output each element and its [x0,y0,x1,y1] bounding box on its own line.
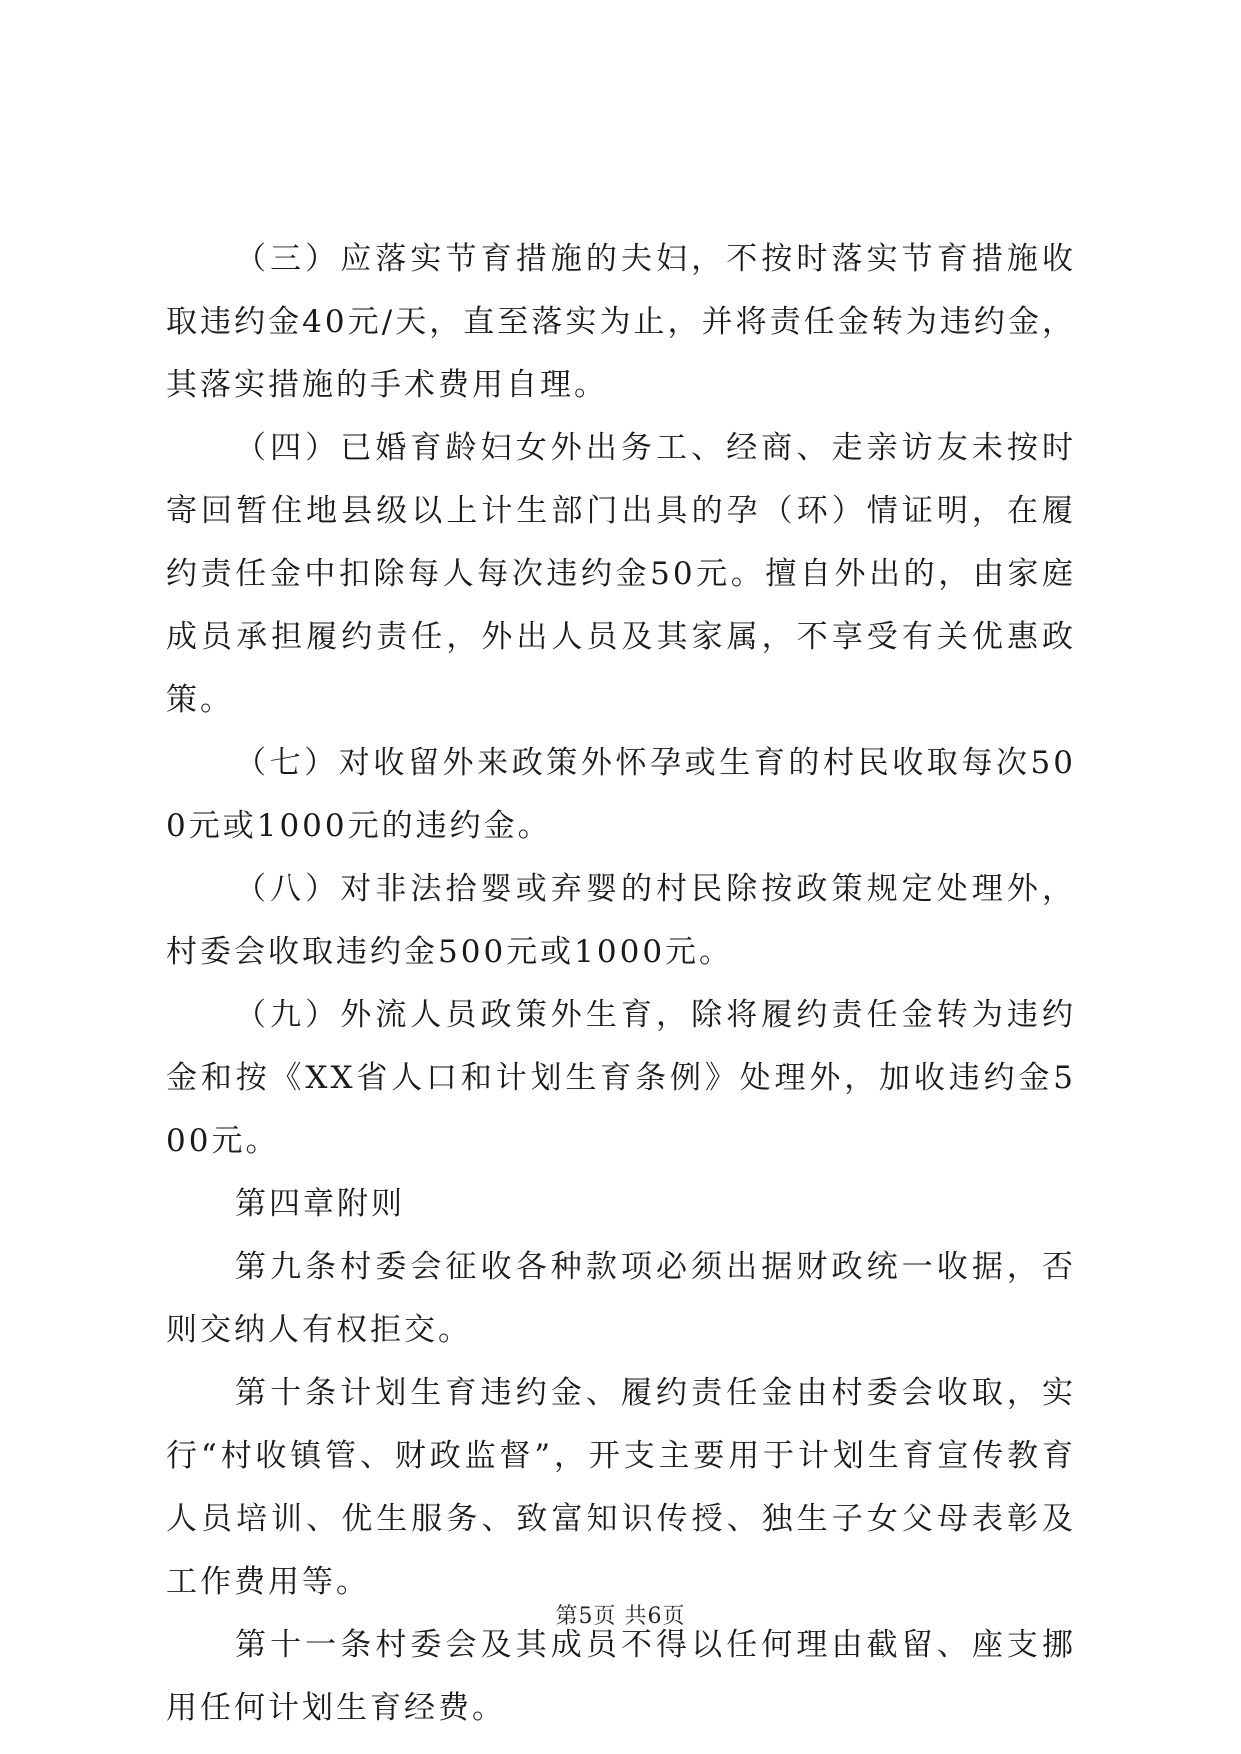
chapter-heading: 第四章附则 [235,1186,405,1222]
paragraph-clause-9: （九）外流人员政策外生育，除将履约责任金转为违约金和按《XX省人口和计划生育条例》处理外，加收违约金500元。 [166,997,1076,1159]
paragraph-clause-3: （三）应落实节育措施的夫妇，不按时落实节育措施收取违约金40元/天，直至落实为止，并将责任金转为违约金，其落实措施的手术费用自理。 [166,241,1076,403]
paragraph-article-9: 第九条村委会征收各种款项必须出据财政统一收据，否则交纳人有权拒交。 [166,1249,1076,1348]
paragraph-article-11: 第十一条村委会及其成员不得以任何理由截留、座支挪用任何计划生育经费。 [166,1627,1076,1726]
paragraph-clause-4: （四）已婚育龄妇女外出务工、经商、走亲访友未按时寄回暂住地县级以上计生部门出具的孕（环）情证明，在履约责任金中扣除每人每次违约金50元。擅自外出的，由家庭成员承担履约责任，外出人员及其家属，不享受有关优惠政策。 [166,430,1076,718]
paragraph-article-10: 第十条计划生育违约金、履约责任金由村委会收取，实行“村收镇管、财政监督”，开支主要用于计划生育宣传教育人员培训、优生服务、致富知识传授、独生子女父母表彰及工作费用等。 [166,1375,1076,1600]
paragraph-clause-8: （八）对非法拾婴或弃婴的村民除按政策规定处理外，村委会收取违约金500元或1000元。 [166,871,1076,970]
paragraph-clause-7: （七）对收留外来政策外怀孕或生育的村民收取每次500元或1000元的违约金。 [166,745,1076,844]
page-number-footer: 第5页 共6页 [555,1604,686,1629]
document-body [166,228,1076,1740]
